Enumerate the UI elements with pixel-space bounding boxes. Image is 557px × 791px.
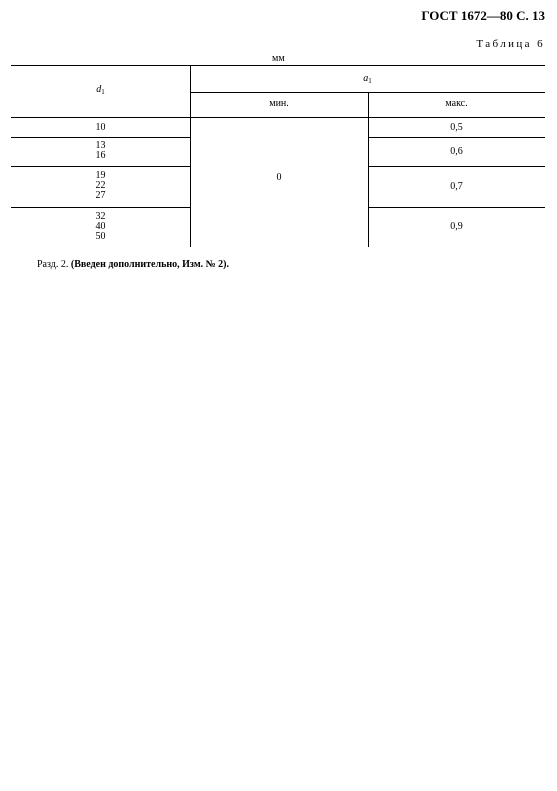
column-rule [190, 65, 191, 247]
header-max: макс. [445, 98, 468, 109]
header-d1-symbol: d [96, 84, 102, 95]
row-rule [11, 137, 190, 138]
table-row-d [11, 171, 190, 201]
amendment-note [37, 259, 229, 270]
d-value: 13 [95, 140, 106, 151]
min-value: 0 [276, 172, 282, 183]
d-value: 27 [95, 190, 106, 201]
row-rule [11, 207, 190, 208]
header-a1-symbol: a [363, 73, 369, 84]
header-d1 [11, 85, 190, 97]
table [0, 0, 557, 300]
note-bold: (Введен дополнительно, Изм. № 2). [70, 259, 230, 270]
table-row-d [11, 212, 190, 242]
table-top-rule [11, 65, 545, 66]
header-d1-subscript: 1 [101, 88, 105, 96]
d-value: 50 [95, 231, 106, 242]
page-header: ГОСТ 1672—80 С. 13 [421, 8, 545, 23]
table-row-max: 0,9 [450, 221, 463, 232]
table-label: Таблица 6 [476, 38, 545, 50]
header-bottom-rule [11, 117, 545, 118]
table-row-max: 0,7 [450, 181, 463, 192]
note-prefix: Разд. 2. [37, 259, 69, 270]
header-a1-subscript: 1 [368, 77, 372, 85]
d-value: 32 [95, 211, 106, 222]
table-row-d [11, 141, 190, 161]
row-rule [368, 166, 545, 167]
row-rule [368, 137, 545, 138]
d-value: 22 [95, 180, 106, 191]
row-rule [368, 207, 545, 208]
header-a1 [190, 74, 545, 86]
table-row-max: 0,6 [450, 146, 463, 157]
d-value: 40 [95, 221, 106, 232]
d-value: 16 [95, 150, 106, 161]
row-rule [11, 166, 190, 167]
table-unit: мм [272, 53, 285, 64]
table-row-max: 0,5 [450, 122, 463, 133]
table-row-d [11, 123, 190, 133]
d-value: 19 [95, 170, 106, 181]
d-value: 10 [95, 122, 106, 133]
header-min: мин. [269, 98, 289, 109]
